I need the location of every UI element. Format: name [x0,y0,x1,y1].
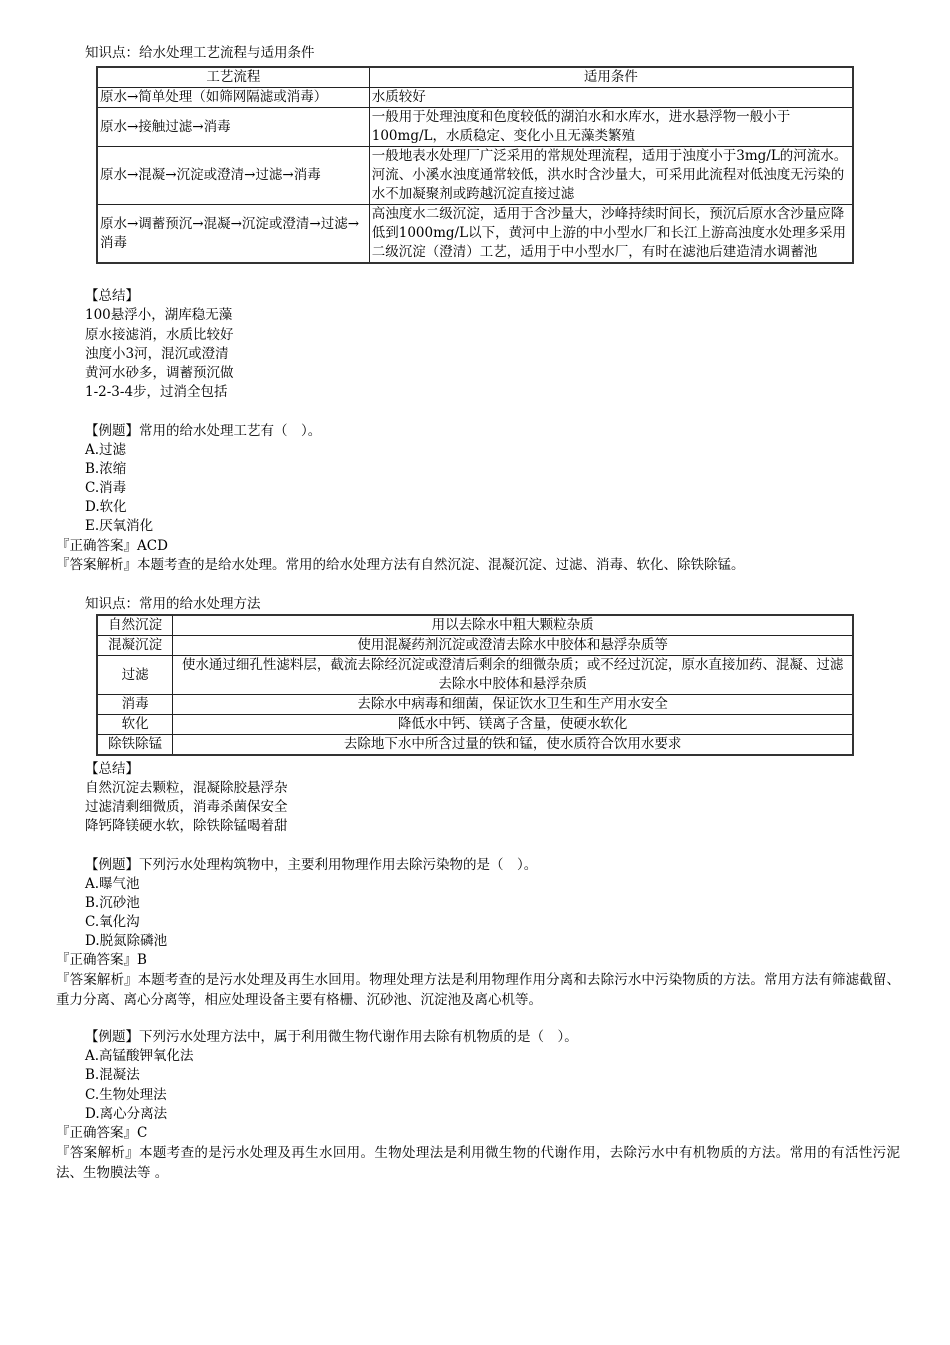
option-c: C.生物处理法 [85,1087,167,1103]
table-row [97,615,853,636]
method-desc: 降低水中钙、镁离子含量，使硬水软化 [173,715,853,735]
process-cell: 原水→混凝→沉淀或澄清→过滤→消毒 [97,147,369,205]
example-question: 【例题】常用的给水处理工艺有（ ）。 [85,423,322,439]
process-cell: 原水→调蓄预沉→混凝→沉淀或澄清→过滤→消毒 [97,205,369,264]
method-desc: 使用混凝药剂沉淀或澄清去除水中胶体和悬浮杂质等 [173,636,853,656]
answer-analysis: 『答案解析』本题考查的是污水处理及再生水回用。生物处理法是利用微生物的代谢作用，去除污水中有机物质的方法。常用的有活性污泥法、生物膜法等 。 [56,1145,900,1181]
correct-answer: 『正确答案』ACD [56,538,168,554]
header-condition: 适用条件 [369,67,853,88]
summary-line: 自然沉淀去颗粒，混凝除胶悬浮杂 [85,780,288,796]
summary-line: 降钙降镁硬水软，除铁除锰喝着甜 [85,818,288,834]
option-e: E.厌氧消化 [85,518,154,534]
option-b: B.浓缩 [85,461,127,477]
summary-line: 1-2-3-4步，过消全包括 [85,384,228,400]
method-name: 自然沉淀 [97,615,173,636]
example-question: 【例题】下列污水处理方法中，属于利用微生物代谢作用去除有机物质的是（ ）。 [85,1029,578,1045]
methods-table [96,614,854,756]
correct-answer: 『正确答案』B [56,952,147,968]
section2-title: 知识点：常用的给水处理方法 [85,596,261,612]
method-name: 消毒 [97,695,173,715]
method-name: 混凝沉淀 [97,636,173,656]
correct-answer: 『正确答案』C [56,1125,148,1141]
summary-label: 【总结】 [85,288,139,304]
summary-line: 过滤清剩细微质，消毒杀菌保安全 [85,799,288,815]
table-row [97,695,853,715]
process-table [96,66,854,264]
table-row [97,147,853,205]
table-row [97,205,853,264]
condition-cell: 一般用于处理浊度和色度较低的湖泊水和水库水，进水悬浮物一般小于100mg/L，水质稳定、变化小且无藻类繁殖 [369,108,853,147]
summary-line: 黄河水砂多，调蓄预沉做 [85,365,234,381]
option-c: C.消毒 [85,480,127,496]
method-desc: 去除地下水中所含过量的铁和锰，使水质符合饮用水要求 [173,735,853,756]
example-question: 【例题】下列污水处理构筑物中，主要利用物理作用去除污染物的是（ ）。 [85,857,538,873]
option-c: C.氧化沟 [85,914,140,930]
method-name: 过滤 [97,656,173,695]
table-row [97,108,853,147]
answer-analysis: 『答案解析』本题考查的是给水处理。常用的给水处理方法有自然沉淀、混凝沉淀、过滤、消毒、软化、除铁除锰。 [56,557,745,573]
answer-analysis: 『答案解析』本题考查的是污水处理及再生水回用。物理处理方法是利用物理作用分离和去除污水中污染物质的方法。常用方法有筛滤截留、重力分离、离心分离等，相应处理设备主要有格栅、沉砂池、沉淀池及离心机等。 [56,972,900,1008]
method-desc: 使水通过细孔性滤料层，截流去除经沉淀或澄清后剩余的细微杂质；或不经过沉淀，原水直接加药、混凝、过滤去除水中胶体和悬浮杂质 [173,656,853,695]
table-row [97,656,853,695]
summary-line: 原水接滤消，水质比较好 [85,327,234,343]
option-d: D.离心分离法 [85,1106,168,1122]
table-row [97,735,853,756]
condition-cell: 高浊度水二级沉淀，适用于含沙量大，沙峰持续时间长，预沉后原水含沙量应降低到1000mg/L以下，黄河中上游的中小型水厂和长江上游高浊度水处理多采用二级沉淀（澄清）工艺，适用于中小型水厂，有时在滤池后建造清水调蓄池 [369,205,853,264]
condition-cell: 水质较好 [369,88,853,108]
option-b: B.沉砂池 [85,895,140,911]
condition-cell: 一般地表水处理厂广泛采用的常规处理流程，适用于浊度小于3mg/L的河流水。河流、小溪水浊度通常较低，洪水时含沙量大，可采用此流程对低浊度无污染的水不加凝聚剂或跨越沉淀直接过滤 [369,147,853,205]
option-d: D.脱氮除磷池 [85,933,168,949]
option-a: A.曝气池 [85,876,140,892]
process-cell: 原水→简单处理（如筛网隔滤或消毒） [97,88,369,108]
summary-line: 浊度小3河，混沉或澄清 [85,346,229,362]
method-name: 软化 [97,715,173,735]
header-process: 工艺流程 [97,67,369,88]
option-a: A.高锰酸钾氧化法 [85,1048,194,1064]
method-desc: 用以去除水中粗大颗粒杂质 [173,615,853,636]
summary-label: 【总结】 [85,761,139,777]
section1-title: 知识点：给水处理工艺流程与适用条件 [85,45,315,61]
method-name: 除铁除锰 [97,735,173,756]
table-header-row [97,67,853,88]
option-a: A.过滤 [85,442,127,458]
summary-line: 100悬浮小，湖库稳无藻 [85,307,233,323]
option-b: B.混凝法 [85,1067,140,1083]
process-cell: 原水→接触过滤→消毒 [97,108,369,147]
table-row [97,88,853,108]
table-row [97,715,853,735]
table-row [97,636,853,656]
option-d: D.软化 [85,499,127,515]
method-desc: 去除水中病毒和细菌，保证饮水卫生和生产用水安全 [173,695,853,715]
